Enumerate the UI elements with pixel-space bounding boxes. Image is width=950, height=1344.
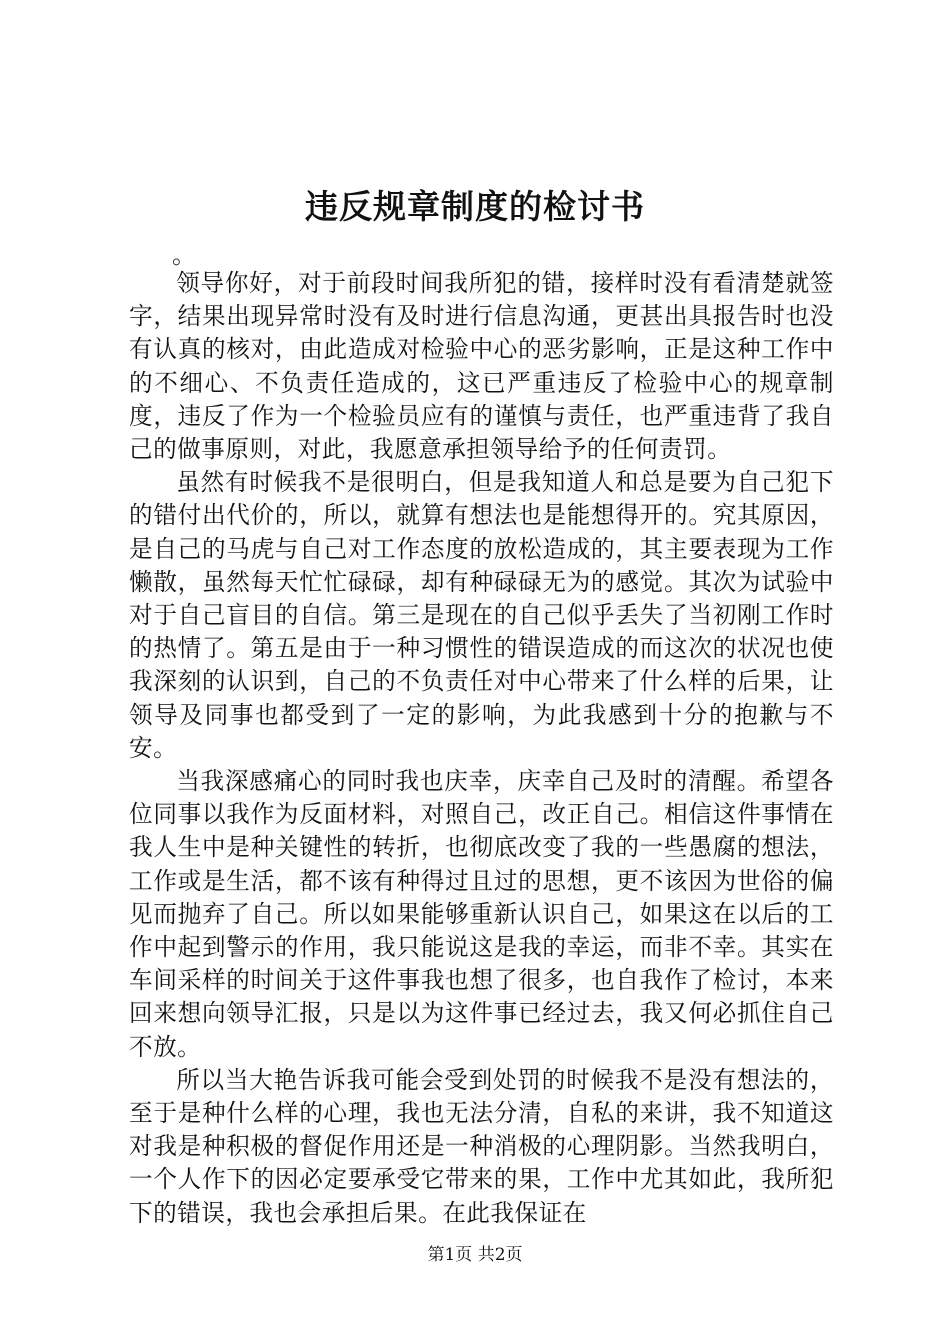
paragraph-4: 所以当大艳告诉我可能会受到处罚的时候我不是没有想法的，至于是种什么样的心理，我也无法分清，自私的来讲，我不知道这对我是种积极的督促作用还是一种消极的心理阴影。当然我明白，一个人作下的因必定要承受它带来的果，工作中尤其如此，我所犯下的错误，我也会承担后果。在此我保证在 bbox=[129, 1065, 834, 1227]
paragraph-2: 虽然有时候我不是很明白，但是我知道人和总是要为自己犯下的错付出代价的，所以，就算有想法也是能想得开的。究其原因，是自己的马虎与自己对工作态度的放松造成的，其主要表现为工作懒散，虽然每天忙忙碌碌，却有种碌碌无为的感觉。其次为试验中对于自己盲目的自信。第三是现在的自己似乎丢失了当初刚工作时的热情了。第五是由于一种习惯性的错误造成的而这次的状况也使我深刻的认识到，自己的不负责任对中心带来了什么样的后果，让领导及同事也都受到了一定的影响，为此我感到十分的抱歉与不安。 bbox=[129, 468, 834, 762]
document-body bbox=[129, 267, 834, 1230]
lead-mark: 。 bbox=[172, 241, 196, 269]
paragraph-1: 领导你好，对于前段时间我所犯的错，接样时没有看清楚就签字，结果出现异常时没有及时进行信息沟通，更甚出具报告时也没有认真的核对，由此造成对检验中心的恶劣影响，正是这种工作中的不细心、不负责任造成的，这已严重违反了检验中心的规章制度，违反了作为一个检验员应有的谨慎与责任，也严重违背了我自己的做事原则，对此，我愿意承担领导给予的任何责罚。 bbox=[129, 269, 834, 464]
page-footer: 第1页 共2页 bbox=[427, 1245, 523, 1265]
document-title: 违反规章制度的检讨书 bbox=[305, 187, 645, 226]
paragraph-3: 当我深感痛心的同时我也庆幸，庆幸自己及时的清醒。希望各位同事以我作为反面材料，对照自己，改正自己。相信这件事情在我人生中是种关键性的转折，也彻底改变了我的一些愚腐的想法，工作或是生活，都不该有种得过且过的思想，更不该因为世俗的偏见而抛弃了自己。所以如果能够重新认识自己，如果这在以后的工作中起到警示的作用，我只能说这是我的幸运，而非不幸。其实在车间采样的时间关于这件事我也想了很多，也自我作了检讨，本来回来想向领导汇报，只是以为这件事已经过去，我又何必抓住自己不放。 bbox=[129, 767, 834, 1061]
